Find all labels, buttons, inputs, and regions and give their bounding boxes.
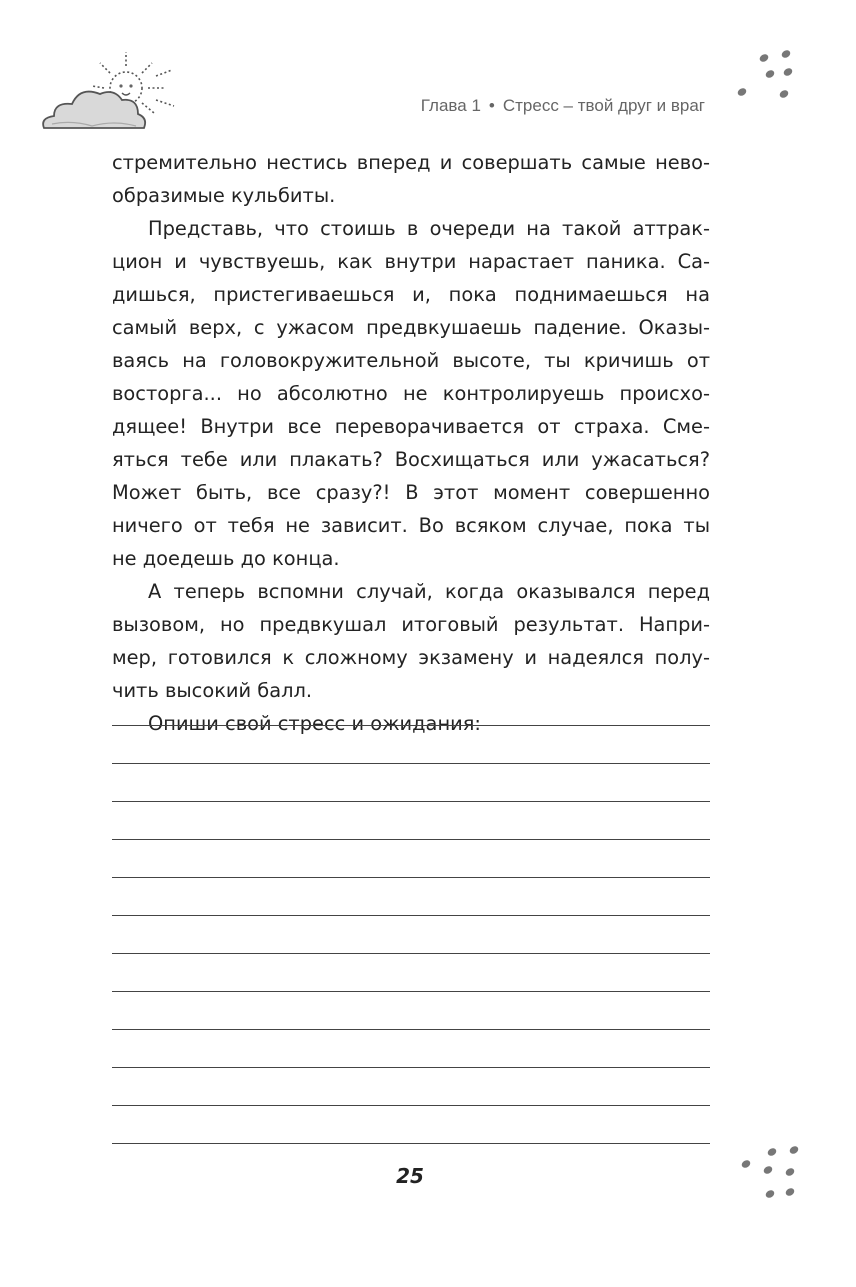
text-line: Опиши свой стресс и ожидания: xyxy=(148,712,481,735)
text-line: дящее! Внутри все переворачивается от страха. Сме- xyxy=(112,415,710,438)
text-line: Может быть, все сразу?! В этот момент совершенно xyxy=(112,481,710,504)
writing-line[interactable] xyxy=(112,1108,710,1144)
writing-line[interactable] xyxy=(112,728,710,764)
text-line: самый верх, с ужасом предвкушаешь падение. Оказы- xyxy=(112,316,710,339)
text-line: яться тебе или плакать? Восхищаться или ужасаться? xyxy=(112,448,710,471)
writing-line[interactable] xyxy=(112,766,710,802)
header-separator: • xyxy=(488,96,495,115)
writing-line[interactable] xyxy=(112,956,710,992)
text-line: образимые кульбиты. xyxy=(112,184,336,207)
text-line: стремительно нестись вперед и совершать самые нево- xyxy=(112,151,710,174)
dots-decoration-icon xyxy=(732,46,804,108)
text-line: не доедешь до конца. xyxy=(112,547,340,570)
paragraph xyxy=(112,212,710,575)
text-line: чить высокий балл. xyxy=(112,679,313,702)
writing-line[interactable] xyxy=(112,1070,710,1106)
writing-lines-area[interactable] xyxy=(112,690,710,1146)
text-line: А теперь вспомни случай, когда оказывался перед xyxy=(148,580,710,603)
writing-line[interactable] xyxy=(112,1032,710,1068)
text-line: вызовом, но предвкушал итоговый результат. Напри- xyxy=(112,613,710,636)
text-line: цион и чувствуешь, как внутри нарастает паника. Са- xyxy=(112,250,710,273)
running-header xyxy=(421,96,705,116)
writing-line[interactable] xyxy=(112,690,710,726)
text-line: дишься, пристегиваешься и, пока поднимаешься на xyxy=(112,283,710,306)
text-line: восторга... но абсолютно не контролируешь происхо- xyxy=(112,382,710,405)
body-text xyxy=(112,146,710,740)
writing-line[interactable] xyxy=(112,842,710,878)
paragraph xyxy=(112,146,710,212)
writing-line[interactable] xyxy=(112,804,710,840)
chapter-label: Глава 1 xyxy=(420,96,481,115)
section-title: Стресс – твой друг и враг xyxy=(502,96,705,115)
page-number: 25 xyxy=(396,1164,424,1188)
text-line: ваясь на головокружительной высоте, ты кричишь от xyxy=(112,349,710,372)
text-line: Представь, что стоишь в очереди на такой аттрак- xyxy=(148,217,710,240)
writing-line[interactable] xyxy=(112,918,710,954)
sun-cloud-icon xyxy=(38,46,188,138)
writing-line[interactable] xyxy=(112,880,710,916)
paragraph xyxy=(112,575,710,707)
text-line: ничего от тебя не зависит. Во всяком случае, пока ты xyxy=(112,514,710,537)
text-line: мер, готовился к сложному экзамену и надеялся полу- xyxy=(112,646,710,669)
writing-line[interactable] xyxy=(112,994,710,1030)
